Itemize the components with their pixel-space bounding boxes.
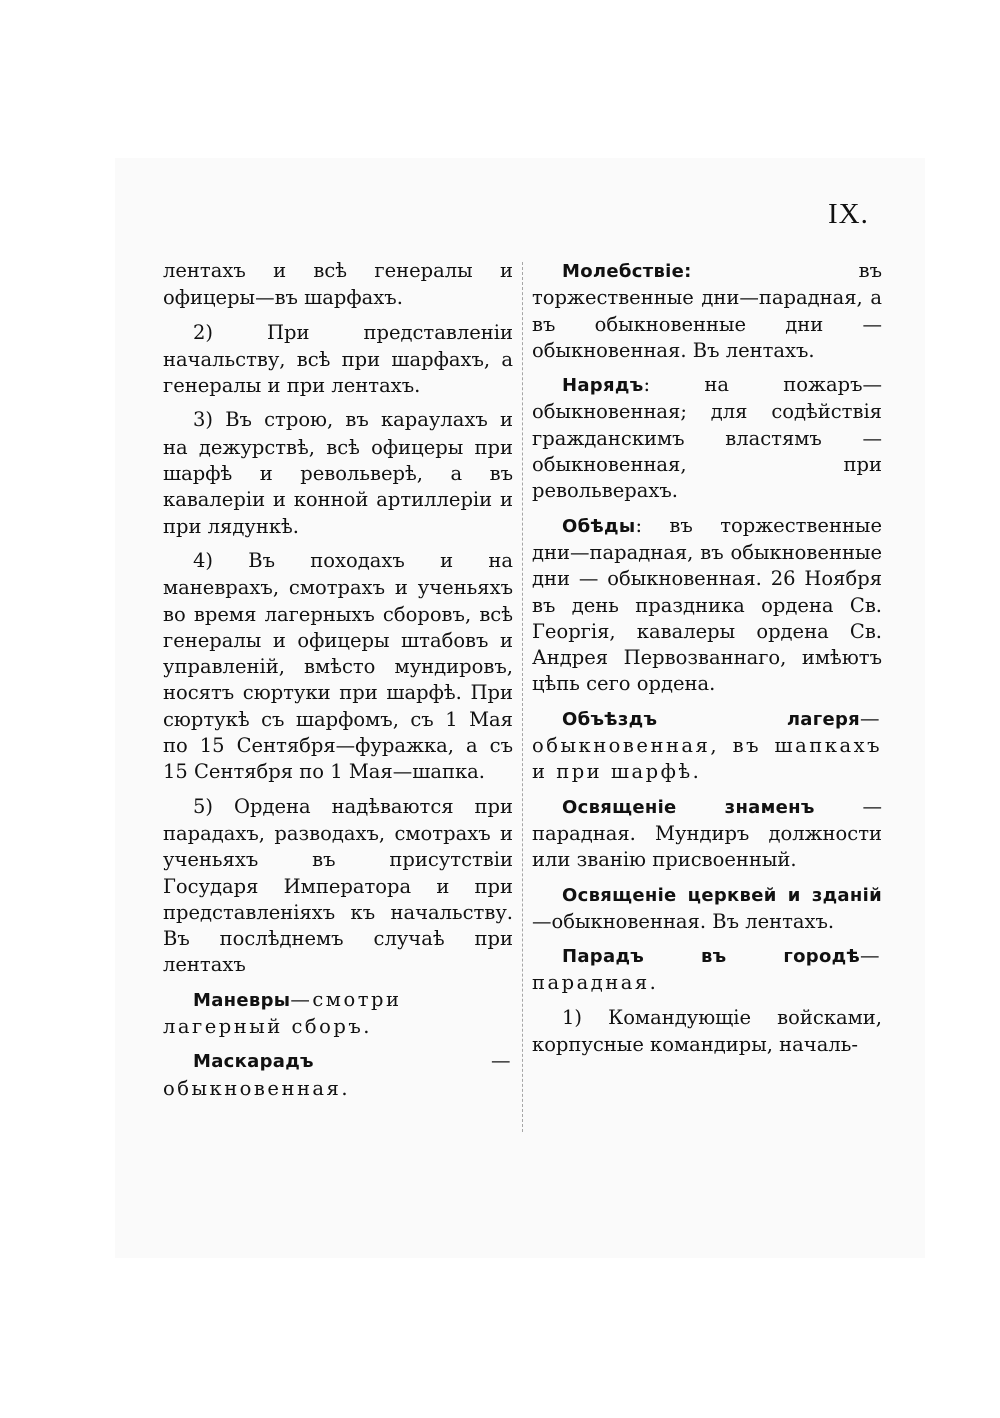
left-paragraph-1 — [163, 258, 513, 312]
entry-term: Нарядъ — [562, 375, 644, 397]
left-paragraph-2 — [163, 320, 513, 400]
right-entry-dinners — [532, 513, 882, 698]
right-entry-camp-tour — [532, 706, 882, 786]
right-entry-prayer — [532, 258, 882, 364]
entry-text: 3) Въ строю, въ караулахъ и на дежурствѣ, всѣ офицеры при шарфѣ и револьверѣ, а въ кавалеріи и конной артиллеріи и при лядункѣ. — [163, 408, 513, 538]
entry-text: : въ торжественные дни—парадная, въ обыкновенные дни — обыкновенная. 26 Ноября въ день праздника ордена Св. Георгія, кавалеры ордена Св. Андрея Первозваннаго, имѣютъ цѣпь сего ордена. — [532, 513, 882, 696]
entry-term: Освященіе церквей и зданій — [562, 884, 882, 906]
entry-term: Обѣды — [562, 515, 636, 537]
entry-term: Маскарадъ — [193, 1051, 314, 1073]
entry-text: въ торжественные дни—парадная, а въ обыкновенные дни — обыкновенная. Въ лентахъ. — [532, 259, 882, 362]
entry-term: Объѣздъ лагеря — [562, 708, 860, 730]
entry-text: — парадная. Мундиръ должности или званію присвоенный. — [532, 794, 882, 872]
right-entry-detail — [532, 372, 882, 504]
left-entry-maneuvers — [163, 987, 513, 1041]
right-column — [532, 258, 882, 1066]
left-paragraph-4 — [163, 548, 513, 786]
entry-text: —обыкновенная, въ шапкахъ и при шарфѣ. — [532, 706, 882, 784]
entry-text: 5) Ордена надѣваются при парадахъ, разводахъ, смотрахъ и ученьяхъ въ присутствіи Государя Императора и при представленіяхъ къ начальству. Въ послѣднемъ случаѣ при лентахъ — [163, 794, 513, 977]
entry-term: Молебствіе: — [562, 261, 692, 282]
left-paragraph-3 — [163, 407, 513, 539]
entry-text: 4) Въ походахъ и на маневрахъ, смотрахъ и ученьяхъ во время лагерныхъ сборовъ, всѣ генералы и офицеры штабовъ и управленій, вмѣсто мундировъ, носятъ сюртуки при шарфѣ. При сюртукѣ съ шарфомъ, съ 1 Мая по 15 Сентября—фуражка, а съ 15 Сентября по 1 Мая—шапка. — [163, 548, 513, 784]
left-entry-masquerade — [163, 1048, 513, 1102]
entry-text: — обыкновенная. — [163, 1049, 513, 1100]
right-entry-banners — [532, 794, 882, 874]
right-entry-parade — [532, 943, 882, 997]
right-paragraph-commanders — [532, 1005, 882, 1059]
entry-text: 1) Командующіе войсками, корпусные командиры, началь- — [532, 1005, 882, 1057]
page-number: IX. — [828, 198, 869, 230]
entry-term: Освященіе знаменъ — [562, 796, 815, 818]
left-column — [163, 258, 513, 1110]
entry-term: Маневры — [193, 989, 291, 1011]
entry-text: —парадная. — [532, 944, 882, 995]
left-paragraph-5 — [163, 794, 513, 979]
entry-text: —смотри лагерный сборъ. — [163, 987, 402, 1039]
entry-text: 2) При представленіи начальству, всѣ при шарфахъ, а генералы и при лентахъ. — [163, 320, 513, 398]
entry-text: —обыкновенная. Въ лентахъ. — [532, 909, 835, 933]
column-divider — [522, 262, 523, 1132]
entry-text: : на пожаръ—обыкновенная; для содѣйствія гражданскимъ властямъ — обыкновенная, при револьверахъ. — [532, 373, 882, 503]
entry-text: лентахъ и всѣ генералы и офицеры—въ шарфахъ. — [163, 259, 513, 310]
entry-term: Парадъ въ городѣ — [562, 946, 860, 968]
right-entry-churches — [532, 882, 882, 936]
